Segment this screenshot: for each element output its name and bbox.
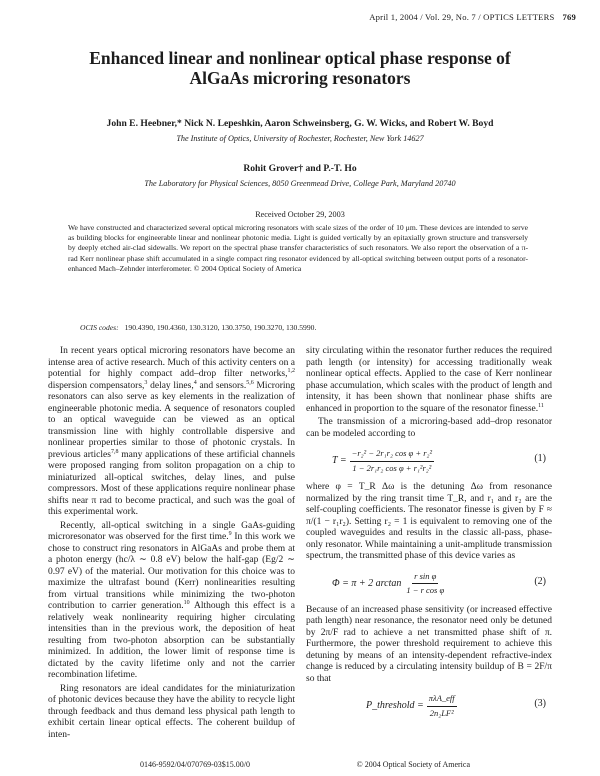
page-footer <box>140 760 470 769</box>
reference-marker: 10 <box>183 599 190 606</box>
paragraph: Recently, all-optical switching in a single GaAs-guiding microresonator was observed for the first time.$^9$ In this work we chose to construct ring resonators in AlGaAs and probe them at a photon energy (hc/λ ∼ 0.8 eV) below the half-gap (Eg/2 ∼ 0.97 eV) of the material. Our motivation for this choice was to maximize the ultrafast bound (Kerr) nonlinearities resulting from virtual transitions while minimizing the two-photon contribution to carrier generation.$^{10}$ Although this effect is a relatively weak nonlinearity requiring higher circulating intensities than in the previous work, the deposition of heat resulting from two-photon absorption can be substantially minimized. In addition, the lower limit of response time is dictated by the cavity lifetime only and not the carrier recombination lifetime. <box>48 520 295 680</box>
title-line-2: AlGaAs microring resonators <box>189 68 411 88</box>
equation-fraction: $\frac{\text{πλA\_eff}}{\text{2n₂LF²}}$ <box>428 693 455 718</box>
equation-fraction: $\frac{\text{−r₂² − 2r₁r₂ cos φ + r₂²}}{\text{1 − 2r₁r₂ cos φ + r₁²r₂²}}$ <box>351 448 433 473</box>
received-date: Received October 29, 2003 <box>255 210 345 219</box>
equation-1 <box>306 444 552 478</box>
author-list-2: Rohit Grover† and P.-T. Ho <box>243 163 357 174</box>
equation-lhs: T = <box>332 455 347 467</box>
title-line-1: Enhanced linear and nonlinear optical phase response of <box>89 48 511 68</box>
paragraph: The transmission of a microring-based add–drop resonator can be modeled according to <box>306 417 552 439</box>
reference-marker: 11 <box>538 402 544 409</box>
left-column <box>48 346 295 741</box>
reference-marker: 5,6 <box>246 379 254 386</box>
reference-marker: 4 <box>193 379 197 386</box>
paragraph: sity circulating within the resonator further reduces the required path length (or intensity) for accessing traditionally weak nonlinear optical effects. Applied to the case of Kerr nonlinear phase accumulation, which scales with the product of length and intensity, it has been shown that nonlinear phase shifts are enhanced in proportion to the square of the resonator finesse.$^{11}$ <box>306 346 552 414</box>
paragraph: where φ = T_R Δω is the detuning Δω from resonance normalized by the ring transit time T_R, and r₁ and r₂ are the self-coupling coefficients. The resonator finesse is given by F ≈ π/(1 − r₁r₂). Setting r₂ = 1 is equivalent to removing one of the coupled waveguides and results in the classic all-pass, phase-only resonator. While maintaining a unit-amplitude transmission spectrum, the transmitted phase of this device varies as <box>306 482 552 561</box>
equation-2 <box>306 567 552 601</box>
ocis-code-list: 190.4390, 190.4360, 130.3120, 130.3750, 190.3270, 130.5990. <box>124 323 317 332</box>
reference-marker: 3 <box>144 379 148 386</box>
equation-number: (1) <box>534 453 546 464</box>
reference-marker: 7,8 <box>110 448 119 455</box>
copyright: © 2004 Optical Society of America <box>356 760 470 769</box>
ocis-label: OCIS codes: <box>80 323 119 332</box>
running-header <box>330 12 576 22</box>
equation-3 <box>306 689 552 723</box>
article-code: 0146-9592/04/070769-03$15.00/0 <box>140 760 250 769</box>
reference-marker: 9 <box>228 530 232 537</box>
page-number: 769 <box>562 12 576 22</box>
author-list-1: John E. Heebner,* Nick N. Lepeshkin, Aaron Schweinsberg, G. W. Wicks, and Robert W. Boyd <box>106 118 494 129</box>
affiliation-1: The Institute of Optics, University of Rochester, Rochester, New York 14627 <box>176 134 424 143</box>
ocis-codes <box>80 323 540 332</box>
equation-number: (3) <box>534 698 546 709</box>
reference-marker: 1,2 <box>287 367 295 374</box>
paragraph: Ring resonators are ideal candidates for the miniaturization of photonic devices because they have the ability to recycle light through feedback and thus demand less physical path length to exhibit certain linear optical effects. The coherent buildup of inten- <box>48 683 295 740</box>
journal-citation: April 1, 2004 / Vol. 29, No. 7 / OPTICS LETTERS <box>369 12 555 22</box>
abstract: We have constructed and characterized several optical microring resonators with scale sizes of the order of 10 μm. These devices are intended to serve as building blocks for engineerable linear and nonlinear photonic media. Light is guided vertically by an epitaxially grown structure and transversely by deeply etched air-clad sidewalls. We report on the spectral phase transfer characteristics of such resonators. We also report the observation of a π-rad Kerr nonlinear phase shift accumulated in a single compact ring resonator evidenced by all-optical switching between output ports of a resonator-enhanced Mach–Zehnder interferometer. © 2004 Optical Society of America <box>68 223 528 273</box>
right-column <box>306 346 552 727</box>
equation-lhs: Φ = π + 2 arctan <box>332 577 402 589</box>
equation-lhs: P_threshold = <box>366 700 424 712</box>
paragraph: In recent years optical microring resonators have become an intense area of active research. Much of this activity centers on a potential for highly compact add–drop filter networks,$^{1,2}$ dispersion compensators,$^3$ delay lines,$^4$ and sensors.$^{5,6}$ Microring resonators can also serve as key elements in the realization of engineerable photonic media. A sequence of resonators coupled to an optical waveguide can be viewed as an optical transmission line with highly controllable dispersive and nonlinear properties similar to those of photonic crystals. In previous articles$^{7,8}$ many applications of these artificial channels were proposed ranging from soliton propagation on a chip to miniaturized all-optical switches, delay lines, and pulse compressors. Most of these applications require nonlinear phase shifts near π rad to become practical, and such was the goal of this experimental work. <box>48 346 295 517</box>
equation-fraction: $\frac{\text{r sin φ}}{\text{1 − r cos φ}}$ <box>406 570 445 595</box>
equation-number: (2) <box>534 575 546 587</box>
affiliation-2: The Laboratory for Physical Sciences, 8050 Greenmead Drive, College Park, Maryland 20740 <box>144 179 456 188</box>
paragraph: Because of an increased phase sensitivity (or increased effective path length) near resonance, the resonator need only be detuned by 2π/F rad to achieve a net transmitted phase shift of π. Furthermore, the power threshold requirement to achieve this detuning by means of an intensity-dependent refractive-index change is reduced by a circulating intensity buildup of B = 2F/π so that <box>306 604 552 684</box>
paper-title <box>40 48 560 88</box>
